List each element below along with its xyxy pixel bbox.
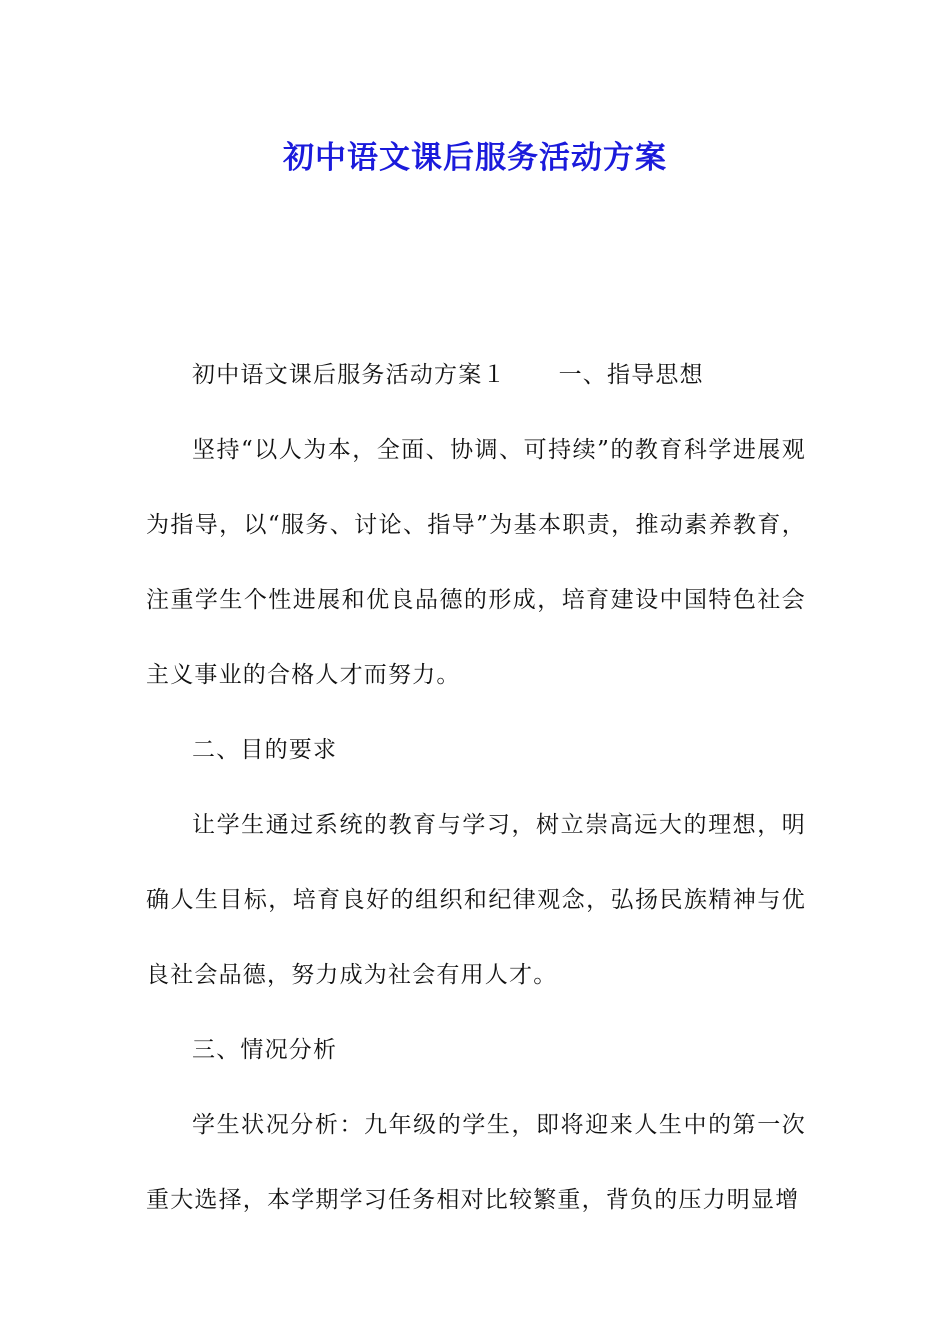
guiding-paragraph: 坚持“以人为本，全面、协调、可持续”的教育科学进展观为指导，以“服务、讨论、指导”为基本职责，推动素养教育，注重学生个性进展和优良品德的形成，培育建设中国特色社会主义事业的合格人才而努力。	[146, 437, 806, 688]
document-title: 初中语文课后服务活动方案	[283, 140, 667, 176]
goals-heading: 二、目的要求	[192, 737, 338, 763]
guiding-heading: 一、指导思想	[558, 362, 704, 388]
plan-label: 初中语文课后服务活动方案１	[192, 362, 507, 388]
plan-heading-line	[146, 338, 806, 413]
analysis-heading: 三、情况分析	[192, 1037, 338, 1063]
goals-paragraph: 让学生通过系统的教育与学习，树立崇高远大的理想，明确人生目标，培育良好的组织和纪律观念，弘扬民族精神与优良社会品德，努力成为社会有用人才。	[146, 812, 806, 988]
document-body	[146, 338, 806, 1238]
analysis-paragraph: 学生状况分析：九年级的学生，即将迎来人生中的第一次重大选择，本学期学习任务相对比较繁重，背负的压力明显增	[146, 1112, 806, 1213]
